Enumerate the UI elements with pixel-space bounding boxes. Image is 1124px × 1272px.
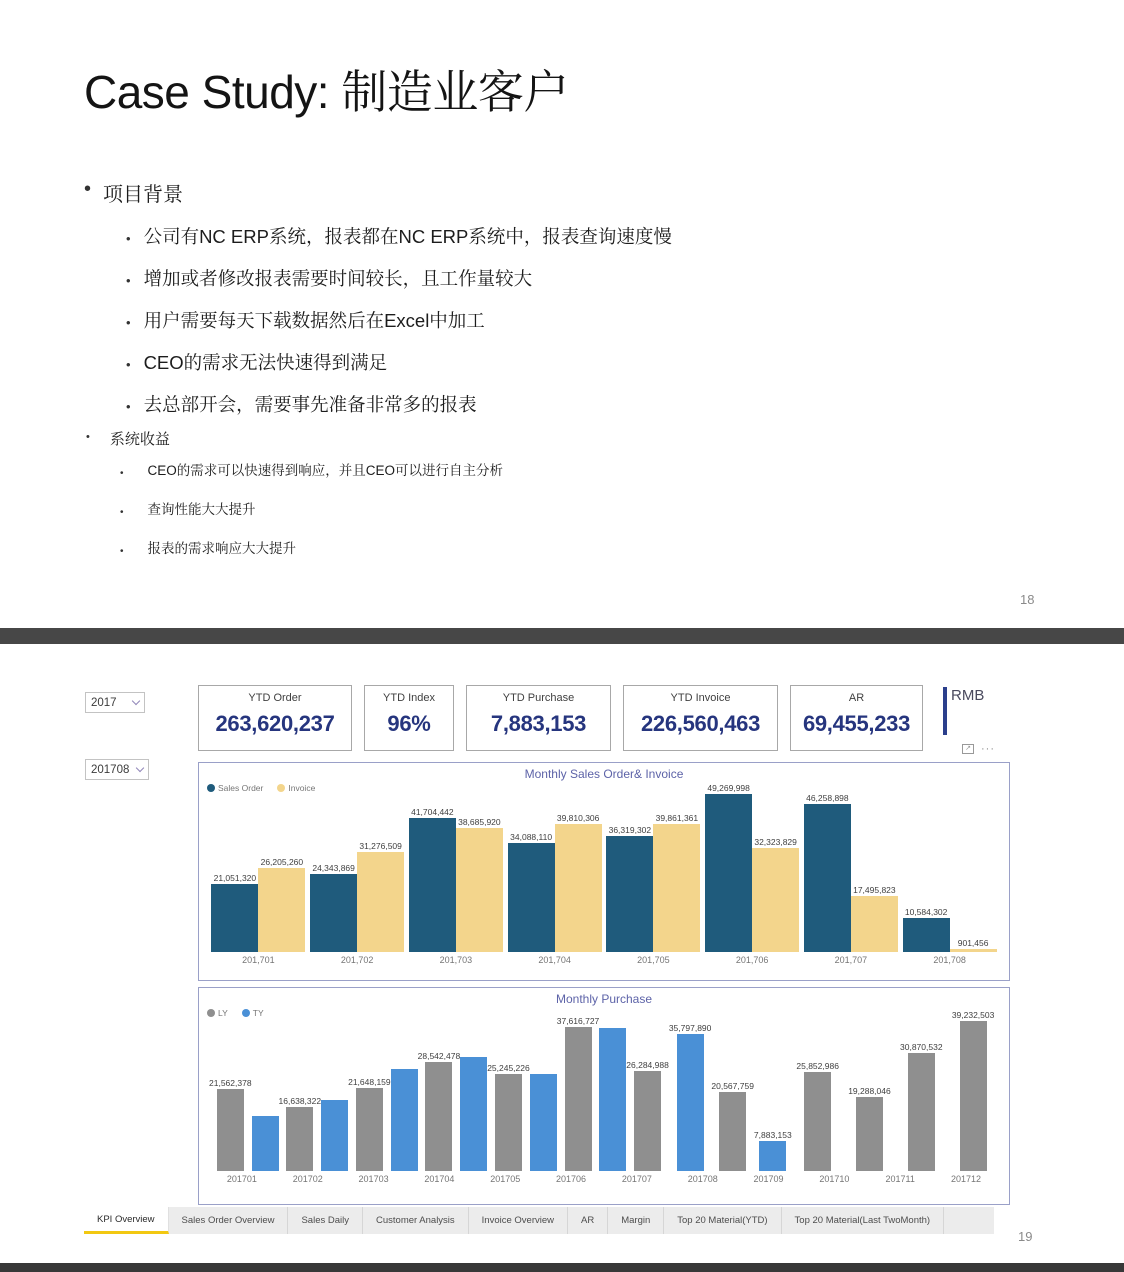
year-filter-dropdown[interactable]: [85, 692, 145, 713]
bar-value-label: 30,870,532: [900, 1042, 943, 1052]
bar-value-label: 49,269,998: [707, 783, 750, 793]
legend-label: Invoice: [288, 782, 316, 793]
bar-column: [348, 1077, 391, 1171]
bar-group: [556, 1016, 627, 1171]
bar-column: [705, 783, 752, 952]
bar-ly[interactable]: [217, 1089, 244, 1171]
kpi-card-ar: [790, 685, 923, 751]
list-item-text: 报表的需求响应大大提升: [147, 541, 297, 556]
bar-value-label: 39,861,361: [655, 813, 699, 823]
project-background-list: [126, 224, 672, 434]
x-axis-label: 201705: [490, 1174, 521, 1184]
bar-invoice[interactable]: [851, 896, 898, 952]
ellipsis-icon[interactable]: ···: [981, 743, 995, 755]
bar-ty[interactable]: [321, 1100, 348, 1171]
bar-column: [952, 1010, 995, 1171]
bar-ty[interactable]: [677, 1034, 704, 1171]
bullet-icon: •: [126, 315, 131, 330]
bottom-bar: [0, 1263, 1124, 1272]
bar-value-label: 901,456: [957, 938, 989, 948]
bar-column: [508, 832, 555, 952]
chevron-down-icon: [132, 697, 140, 705]
x-axis-label: 201,708: [933, 955, 966, 965]
bullet-icon: •: [120, 507, 124, 518]
x-axis-label: 201,704: [538, 955, 571, 965]
bar-group: [802, 794, 901, 952]
legend-dot: [207, 1009, 215, 1017]
legend-item[interactable]: [277, 783, 315, 793]
bar-invoice[interactable]: [555, 824, 602, 952]
bar-column: [310, 863, 357, 952]
bar-value-label: 32,323,829: [754, 837, 797, 847]
bullet-heading: 系统收益: [109, 431, 170, 448]
bar-column: [456, 817, 503, 952]
bar-group: [895, 1019, 947, 1171]
legend-label: LY: [218, 1007, 228, 1018]
list-item-text: CEO的需求可以快速得到响应，并且CEO可以进行自主分析: [147, 463, 504, 478]
bar-value-label: 28,542,478: [417, 1051, 461, 1061]
bar-value-label: 41,704,442: [411, 807, 454, 817]
bullet-icon: •: [126, 399, 131, 414]
bar-value-label: 21,648,159: [348, 1077, 391, 1087]
bar-column: [796, 1061, 839, 1171]
x-axis-label: 201712: [951, 1174, 982, 1184]
x-axis-label: 201704: [424, 1174, 455, 1184]
bar-value-label: 17,495,823: [853, 885, 896, 895]
bar-value-label: 26,284,988: [626, 1060, 669, 1070]
bar-group: [604, 794, 703, 952]
bar-ty[interactable]: [599, 1028, 626, 1171]
x-axis-label: 201,706: [735, 955, 769, 965]
x-axis-label: 201707: [621, 1174, 652, 1184]
kpi-value: 226,560,463: [640, 711, 761, 736]
bullet-icon: •: [120, 468, 124, 479]
bar-invoice[interactable]: [950, 949, 997, 952]
bullet-icon: •: [126, 273, 131, 288]
tab-customer-analysis[interactable]: Customer Analysis: [363, 1207, 469, 1234]
bar-column: [851, 885, 898, 952]
bar-column: [669, 1023, 712, 1171]
bar-ly[interactable]: [719, 1092, 746, 1171]
kpi-card-row: [198, 685, 923, 751]
bar-invoice[interactable]: [258, 868, 305, 952]
slide-19: [0, 644, 1124, 1263]
kpi-title: YTD Purchase: [502, 692, 575, 704]
bar-column: [804, 793, 851, 952]
bar-group: [703, 783, 802, 952]
bar-ly[interactable]: [565, 1027, 592, 1171]
bar-group: [900, 794, 999, 952]
slide-18: [0, 0, 1124, 628]
list-item: [120, 538, 503, 563]
x-axis-label: 201708: [687, 1174, 718, 1184]
bar-column: [950, 938, 997, 952]
tab-sales-order-overview[interactable]: Sales Order Overview: [169, 1207, 289, 1234]
bar-group: [209, 794, 308, 952]
bar-column: [418, 1051, 461, 1171]
list-item-text: 去总部开会，需要事先准备非常多的报表: [143, 394, 477, 415]
period-filter-value: 201708: [91, 763, 130, 776]
bar-sales-order[interactable]: [903, 918, 950, 952]
legend-dot: [277, 784, 285, 792]
bar-ly[interactable]: [804, 1072, 831, 1171]
bar-group: [407, 794, 506, 952]
bar-ly[interactable]: [634, 1071, 661, 1171]
legend-label: Sales Order: [218, 782, 264, 793]
bar-sales-order[interactable]: [211, 884, 258, 952]
kpi-card-ytd-invoice: [623, 685, 778, 751]
bar-value-label: 26,205,260: [260, 857, 304, 867]
bar-sales-order[interactable]: [310, 874, 357, 952]
tab-top-20-material-last-twomonth-[interactable]: Top 20 Material(Last TwoMonth): [782, 1207, 945, 1234]
bar-group: [626, 1019, 711, 1171]
list-item: [120, 460, 503, 485]
x-axis-label: 201701: [226, 1174, 257, 1184]
bar-group: [279, 1019, 349, 1171]
bar-column: [606, 825, 653, 952]
bar-column: [460, 1057, 487, 1171]
bar-group: [418, 1019, 488, 1171]
legend-item[interactable]: [242, 1008, 264, 1018]
bar-column: [209, 1078, 252, 1171]
list-item: [126, 266, 672, 293]
bar-group: [844, 1019, 896, 1171]
bar-value-label: 20,567,759: [711, 1081, 754, 1091]
page-number: 18: [1020, 592, 1035, 607]
legend-item[interactable]: [207, 783, 263, 793]
bar-column: [900, 1042, 943, 1171]
slide-title: Case Study: 制造业客户: [84, 66, 569, 118]
kpi-card-ytd-order: [198, 685, 352, 751]
x-axis-label: 201703: [358, 1174, 389, 1184]
bullet-icon: •: [84, 178, 92, 200]
bar-group: [947, 1010, 999, 1171]
bar-column: [557, 1016, 600, 1171]
x-axis-label: 201,701: [242, 955, 275, 965]
bar-invoice[interactable]: [357, 852, 404, 952]
bar-column: [258, 857, 305, 952]
bar-value-label: 39,232,503: [951, 1010, 995, 1020]
bar-sales-order[interactable]: [409, 818, 456, 952]
bullet-icon: •: [126, 357, 131, 372]
currency-label: RMB: [951, 687, 985, 704]
bar-column: [321, 1100, 348, 1171]
bar-ty[interactable]: [759, 1141, 786, 1171]
kpi-title: AR: [848, 692, 865, 704]
tab-ar[interactable]: AR: [568, 1207, 608, 1234]
list-item: [126, 224, 672, 251]
tab-margin[interactable]: Margin: [608, 1207, 664, 1234]
list-item: [126, 308, 672, 335]
bar-group: [209, 1019, 279, 1171]
bar-value-label: 34,088,110: [510, 832, 553, 842]
kpi-value: 7,883,153: [490, 711, 587, 736]
bar-invoice[interactable]: [653, 824, 700, 952]
bar-column: [754, 1130, 792, 1171]
bar-ty[interactable]: [460, 1057, 487, 1171]
chart-x-axis: [209, 1174, 999, 1184]
bar-column: [252, 1116, 279, 1171]
kpi-title: YTD Index: [383, 692, 435, 704]
kpi-title: YTD Invoice: [670, 692, 731, 704]
bullet-system-benefits: [86, 428, 170, 449]
kpi-value: 263,620,237: [215, 711, 335, 736]
bullet-icon: •: [126, 231, 131, 246]
bullet-icon: •: [86, 431, 90, 443]
bar-group: [487, 1019, 557, 1171]
year-filter-value: 2017: [91, 696, 117, 709]
list-item: [120, 499, 503, 524]
kpi-value: 69,455,233: [802, 711, 911, 736]
monthly-purchase-chart: [198, 987, 1010, 1205]
tab-top-20-material-ytd-[interactable]: Top 20 Material(YTD): [664, 1207, 781, 1234]
bar-sales-order[interactable]: [804, 804, 851, 952]
x-axis-label: 201702: [292, 1174, 323, 1184]
bar-column: [211, 873, 258, 952]
bar-column: [487, 1063, 530, 1171]
bar-ty[interactable]: [391, 1069, 418, 1171]
bar-value-label: 19,288,046: [848, 1086, 891, 1096]
chart-title: Monthly Sales Order& Invoice: [524, 767, 684, 781]
bar-ly[interactable]: [286, 1107, 313, 1171]
bar-invoice[interactable]: [456, 828, 503, 952]
list-item-text: 增加或者修改报表需要时间较长，且工作量较大: [143, 268, 533, 289]
bullet-project-background: [84, 178, 183, 207]
bar-column: [391, 1069, 418, 1171]
chart-title: Monthly Purchase: [555, 992, 653, 1006]
bar-column: [555, 813, 602, 952]
x-axis-label: 201709: [753, 1174, 784, 1184]
bar-ty[interactable]: [252, 1116, 279, 1171]
bar-ly[interactable]: [908, 1053, 935, 1171]
list-item-text: 用户需要每天下载数据然后在Excel中加工: [143, 310, 485, 331]
legend-dot: [242, 1009, 250, 1017]
bullet-heading: 项目背景: [103, 184, 184, 206]
bar-column: [752, 837, 799, 952]
slicer-selection-bar: [943, 687, 947, 735]
x-axis-label: 201,702: [340, 955, 374, 965]
bar-sales-order[interactable]: [508, 843, 555, 952]
legend-dot: [207, 784, 215, 792]
bar-column: [711, 1081, 754, 1171]
bar-value-label: 16,638,322: [278, 1096, 322, 1106]
bar-sales-order[interactable]: [606, 836, 653, 952]
bar-group: [711, 1019, 791, 1171]
bar-ly[interactable]: [356, 1088, 383, 1171]
chart-x-axis: [209, 955, 999, 965]
kpi-value: 96%: [387, 711, 431, 736]
bar-value-label: 36,319,302: [608, 825, 652, 835]
bar-group: [348, 1019, 418, 1171]
bar-ly[interactable]: [960, 1021, 987, 1171]
kpi-card-ytd-index: [364, 685, 454, 751]
chart-legend: [207, 781, 1009, 794]
bar-value-label: 46,258,898: [806, 793, 849, 803]
legend-label: TY: [252, 1007, 264, 1018]
bar-value-label: 21,051,320: [213, 873, 257, 883]
kpi-title: YTD Order: [248, 692, 302, 704]
system-benefits-list: [120, 460, 503, 577]
bar-column: [626, 1060, 669, 1171]
list-item-text: 公司有NC ERP系统，报表都在NC ERP系统中，报表查询速度慢: [143, 226, 672, 247]
bar-ty[interactable]: [530, 1074, 557, 1171]
list-item: [126, 350, 672, 377]
bar-value-label: 37,616,727: [556, 1016, 600, 1026]
currency-slicer[interactable]: [943, 687, 984, 735]
bar-ly[interactable]: [856, 1097, 883, 1171]
bar-value-label: 7,883,153: [753, 1130, 792, 1140]
bar-column: [653, 813, 700, 952]
bar-value-label: 21,562,378: [209, 1078, 252, 1088]
bar-group: [505, 794, 604, 952]
chart-legend: [207, 1006, 1009, 1019]
legend-item[interactable]: [207, 1008, 228, 1018]
chevron-down-icon: [136, 764, 144, 772]
bar-column: [848, 1086, 891, 1171]
bar-column: [357, 841, 404, 952]
x-axis-label: 201711: [885, 1174, 915, 1184]
bar-value-label: 25,852,986: [796, 1061, 839, 1071]
bar-value-label: 35,797,890: [668, 1023, 712, 1033]
bar-column: [599, 1028, 626, 1171]
bar-group: [308, 794, 407, 952]
tab-kpi-overview[interactable]: KPI Overview: [84, 1207, 169, 1234]
tab-strip-filler: [944, 1207, 994, 1234]
bullet-icon: •: [120, 546, 124, 557]
x-axis-label: 201706: [556, 1174, 587, 1184]
bar-invoice[interactable]: [752, 848, 799, 952]
report-tab-strip: [84, 1207, 994, 1234]
x-axis-label: 201,705: [637, 955, 670, 965]
sales-order-invoice-chart: [198, 762, 1010, 981]
bar-value-label: 10,584,302: [904, 907, 948, 917]
list-item: [126, 392, 672, 419]
visual-options: [962, 743, 995, 755]
period-filter-dropdown[interactable]: [85, 759, 149, 780]
bar-value-label: 24,343,869: [312, 863, 355, 873]
bar-ly[interactable]: [495, 1074, 522, 1171]
bar-value-label: 39,810,306: [556, 813, 600, 823]
x-axis-label: 201710: [819, 1174, 850, 1184]
page-number: 19: [1018, 1229, 1033, 1244]
bar-value-label: 31,276,509: [359, 841, 402, 851]
bar-column: [409, 807, 456, 952]
tab-invoice-overview[interactable]: Invoice Overview: [469, 1207, 568, 1234]
bar-column: [530, 1074, 557, 1171]
slide-divider: [0, 628, 1124, 644]
bar-value-label: 38,685,920: [458, 817, 501, 827]
kpi-card-ytd-purchase: [466, 685, 611, 751]
list-item-text: 查询性能大大提升: [147, 502, 256, 517]
tab-sales-daily[interactable]: Sales Daily: [288, 1207, 363, 1234]
bar-column: [903, 907, 950, 952]
x-axis-label: 201,707: [834, 955, 868, 965]
x-axis-label: 201,703: [439, 955, 473, 965]
bar-column: [279, 1096, 322, 1171]
bar-value-label: 25,245,226: [487, 1063, 530, 1073]
popout-icon[interactable]: ↗: [962, 744, 974, 754]
bar-group: [792, 1019, 844, 1171]
bar-sales-order[interactable]: [705, 794, 752, 952]
list-item-text: CEO的需求无法快速得到满足: [143, 352, 388, 373]
bar-ly[interactable]: [425, 1062, 452, 1171]
